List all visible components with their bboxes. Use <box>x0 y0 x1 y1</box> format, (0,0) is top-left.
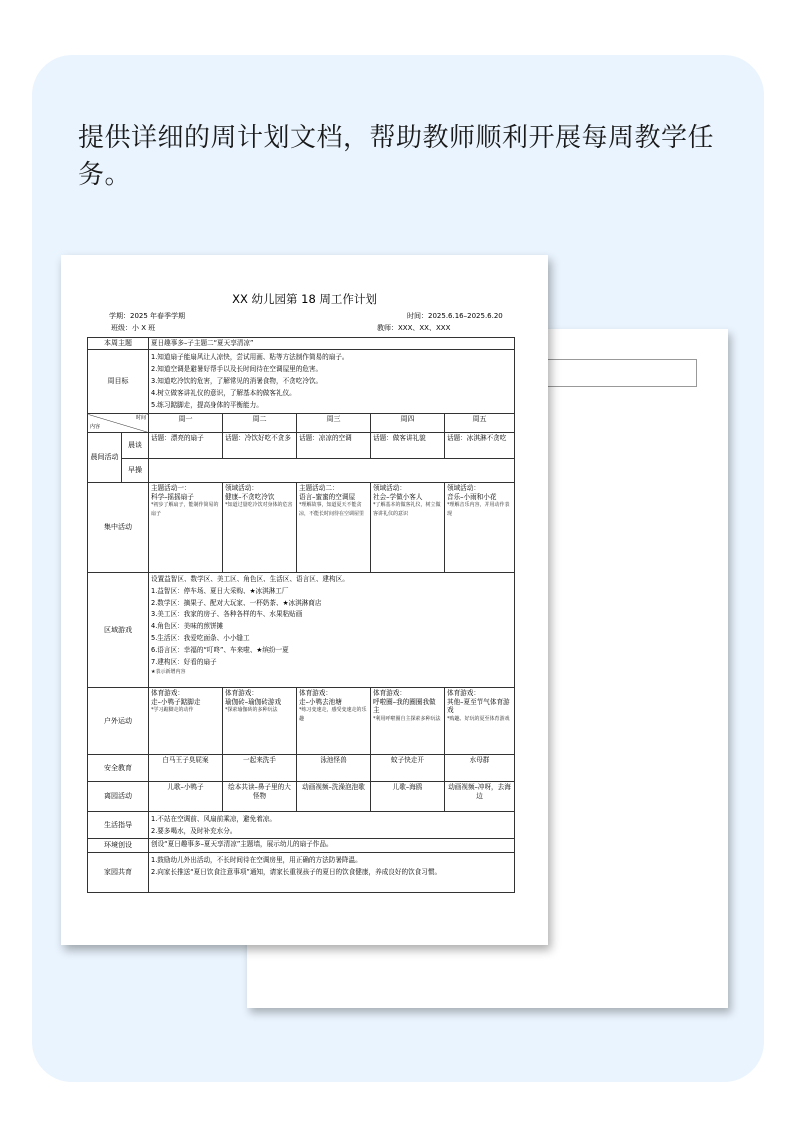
activity-name: 走–小鸭去池塘 <box>299 697 342 706</box>
activity-type: 领域活动： <box>373 484 406 492</box>
area-item: 4.角色区：美味的煎饼摊 <box>151 622 224 631</box>
activity-type: 体育游戏： <box>373 689 406 697</box>
departure-cell: 儿歌–小鸭子 <box>149 782 223 812</box>
row-label: 生活指导 <box>88 812 149 839</box>
outdoor-cell <box>223 688 297 755</box>
activity-type: 领域活动： <box>447 484 480 492</box>
area-legend-note: ★表示新增内容 <box>151 669 186 676</box>
theme-row <box>88 338 515 350</box>
theme-value: 夏日趣事多–子主题二“夏天享清凉” <box>149 338 515 350</box>
day-header: 周三 <box>297 414 371 433</box>
activity-note: *理解故事，知道夏天不能贪凉，不能长时间待在空调屋里 <box>299 502 365 518</box>
activity-note: *理解音乐内容，并用动作表现 <box>447 502 510 518</box>
goal-item: 3.知道吃冷饮的危害，了解常见的消暑食物，不贪吃冷饮。 <box>151 377 323 385</box>
class-info: 班级：小 X 班 <box>111 324 156 332</box>
area-item: 3.美工区：我家的房子、各种各样的车、水果粘贴画 <box>151 610 303 619</box>
headline: 提供详细的周计划文档，帮助教师顺利开展每周教学任务。 <box>78 123 715 190</box>
life-item: 2.要多喝水，及时补充水分。 <box>151 827 237 835</box>
activity-type: 体育游戏： <box>299 689 332 697</box>
group-activity-cell <box>445 483 515 573</box>
home-item: 1.鼓励幼儿外出活动，不长时间待在空调房里，用正确的方法防暑降温。 <box>151 856 362 864</box>
activity-name: 语言–蜜蜜的空调屋 <box>299 492 356 501</box>
area-item: 2.数学区：摘果子、配对大玩家、一杯奶茶、★冰淇淋商店 <box>151 598 322 607</box>
departure-cell: 绘本共读–鼻子里的大怪物 <box>223 782 297 812</box>
row-label: 周目标 <box>88 350 149 414</box>
activity-note: *练习变速走，感受变速走的乐趣 <box>299 707 367 723</box>
talk-cell: 话题：做客讲礼貌 <box>371 433 445 459</box>
goal-item: 5.练习踮脚走，提高身体的平衡能力。 <box>151 401 263 409</box>
environment-row <box>88 839 515 853</box>
outdoor-cell <box>445 688 515 755</box>
area-item: 7.建构区：好看的扇子 <box>151 657 217 666</box>
outdoor-cell <box>297 688 371 755</box>
row-label: 户外运动 <box>88 688 149 755</box>
goal-item: 2.知道空调是避暑好帮手以及长时间待在空调屋里的危害。 <box>151 365 323 373</box>
day-header: 周四 <box>371 414 445 433</box>
sub-label: 晨谈 <box>122 433 149 459</box>
outdoor-cell <box>371 688 445 755</box>
goal-item: 1.知道扇子能扇风让人凉快，尝试用画、粘等方法制作简易的扇子。 <box>151 353 349 361</box>
home-school-row <box>88 853 515 893</box>
row-label: 安全教育 <box>88 755 149 782</box>
activity-name: 走–小鸭子踮脚走 <box>151 697 201 706</box>
talk-cell: 话题：漂亮的扇子 <box>149 433 223 459</box>
departure-cell: 动画视频–洗澡泡泡歌 <box>297 782 371 812</box>
activity-note: *探索瑜伽砖的多种玩法 <box>225 707 278 714</box>
home-school-list <box>149 853 515 893</box>
group-activity-row <box>88 483 515 573</box>
talk-row <box>88 433 515 459</box>
activity-type: 体育游戏： <box>151 689 184 697</box>
front-page <box>61 255 548 945</box>
day-header: 周一 <box>149 414 223 433</box>
row-label: 集中活动 <box>88 483 149 573</box>
safety-cell: 一起来洗手 <box>223 755 297 782</box>
exercise-cell <box>149 459 515 483</box>
activity-name: 其他–夏至节气体育游戏 <box>447 697 510 715</box>
date-info: 时间：2025.6.16–2025.6.20 <box>407 312 503 320</box>
departure-row <box>88 782 515 812</box>
activity-name: 音乐–小雨和小花 <box>447 492 497 501</box>
goals-row <box>88 350 515 414</box>
semester-info: 学期：2025 年春季学期 <box>109 312 186 320</box>
activity-note: *了解基本的做客礼仪，树立做客讲礼仪的意识 <box>373 502 441 518</box>
area-item: 6.语言区：幸福的“叮咚”、车来啦、★缤纷一夏 <box>151 645 289 654</box>
corner-content-label: 内容 <box>90 424 101 431</box>
area-item: 1.益智区：停车场、夏日大采购、★冰淇淋工厂 <box>151 586 289 595</box>
teacher-info: 教师：XXX、XX、XXX <box>377 324 451 332</box>
activity-type: 领域活动： <box>225 484 258 492</box>
talk-cell: 话题：冷饮好吃不贪多 <box>223 433 297 459</box>
row-label: 晨间活动 <box>88 433 122 483</box>
outdoor-cell <box>149 688 223 755</box>
area-games-row <box>88 573 515 688</box>
safety-cell: 白马王子臭屁案 <box>149 755 223 782</box>
talk-cell: 话题：冰淇淋不贪吃 <box>445 433 515 459</box>
home-item: 2.向家长推送“夏日饮食注意事项”通知，请家长重视孩子的夏日的饮食健康，养成良好的饮食习惯。 <box>151 868 442 876</box>
talk-cell: 话题：凉凉的空调 <box>297 433 371 459</box>
row-label: 家园共育 <box>88 853 149 893</box>
area-item: 5.生活区：我爱吃面条、小小缝工 <box>151 633 250 642</box>
corner-time-label: 时间 <box>135 415 146 421</box>
goals-list <box>149 350 515 414</box>
departure-cell: 儿歌–海鸥 <box>371 782 445 812</box>
group-activity-cell <box>223 483 297 573</box>
life-guidance-row <box>88 812 515 839</box>
activity-note: *学习踮脚走的动作 <box>151 707 194 714</box>
document-title: XX 幼儿园第 18 周工作计划 <box>232 292 377 306</box>
corner-header-cell <box>88 414 149 433</box>
row-label: 区域游戏 <box>88 573 149 688</box>
activity-note: *初步了解扇子，能制作简易的扇子 <box>151 502 219 518</box>
safety-cell: 水母群 <box>445 755 515 782</box>
activity-name: 瑜伽砖–瑜伽砖游戏 <box>225 697 282 706</box>
environment-value: 创设“夏日趣事多–夏天享清凉”主题墙，展示幼儿的扇子作品。 <box>149 839 515 853</box>
weekly-plan-table <box>87 337 515 893</box>
row-label: 离园活动 <box>88 782 149 812</box>
activity-name: 健康–不贪吃冷饮 <box>225 492 275 501</box>
activity-name: 科学–摇摇扇子 <box>151 492 194 501</box>
exercise-row <box>88 459 515 483</box>
life-guidance-list <box>149 812 515 839</box>
activity-type: 主题活动二： <box>299 484 339 492</box>
safety-cell: 泳池怪兽 <box>297 755 371 782</box>
activity-note: *知道过量吃冷饮对身体的危害 <box>225 502 293 509</box>
day-header: 周五 <box>445 414 515 433</box>
day-header: 周二 <box>223 414 297 433</box>
activity-note: *购趣、好玩的夏至体育游戏 <box>447 715 510 722</box>
activity-name: 社会–学做小客人 <box>373 492 423 501</box>
area-item: 设置益智区、数学区、美工区、角色区、生活区、语言区、建构区。 <box>151 575 349 583</box>
safety-cell: 蚊子快走开 <box>371 755 445 782</box>
activity-type: 体育游戏： <box>225 689 258 697</box>
activity-note: *利用呼啦圈自主探索多种玩法 <box>373 715 441 722</box>
life-item: 1.不站在空调前、风扇前乘凉，避免着凉。 <box>151 815 276 823</box>
goal-item: 4.树立做客讲礼仪的意识，了解基本的做客礼仪。 <box>151 389 296 397</box>
outdoor-row <box>88 688 515 755</box>
group-activity-cell <box>297 483 371 573</box>
activity-type: 主题活动一： <box>151 484 191 492</box>
sub-label: 早操 <box>122 459 149 483</box>
group-activity-cell <box>149 483 223 573</box>
area-games-list <box>149 573 515 688</box>
activity-type: 体育游戏： <box>447 689 480 697</box>
row-label: 本周主题 <box>88 338 149 350</box>
row-label: 环境创设 <box>88 839 149 853</box>
group-activity-cell <box>371 483 445 573</box>
departure-cell: 动画视频–冲呀，去海边 <box>445 782 515 812</box>
day-header-row <box>88 414 515 433</box>
safety-row <box>88 755 515 782</box>
activity-name: 呼啦圈–我的圈圈我做主 <box>373 697 436 715</box>
